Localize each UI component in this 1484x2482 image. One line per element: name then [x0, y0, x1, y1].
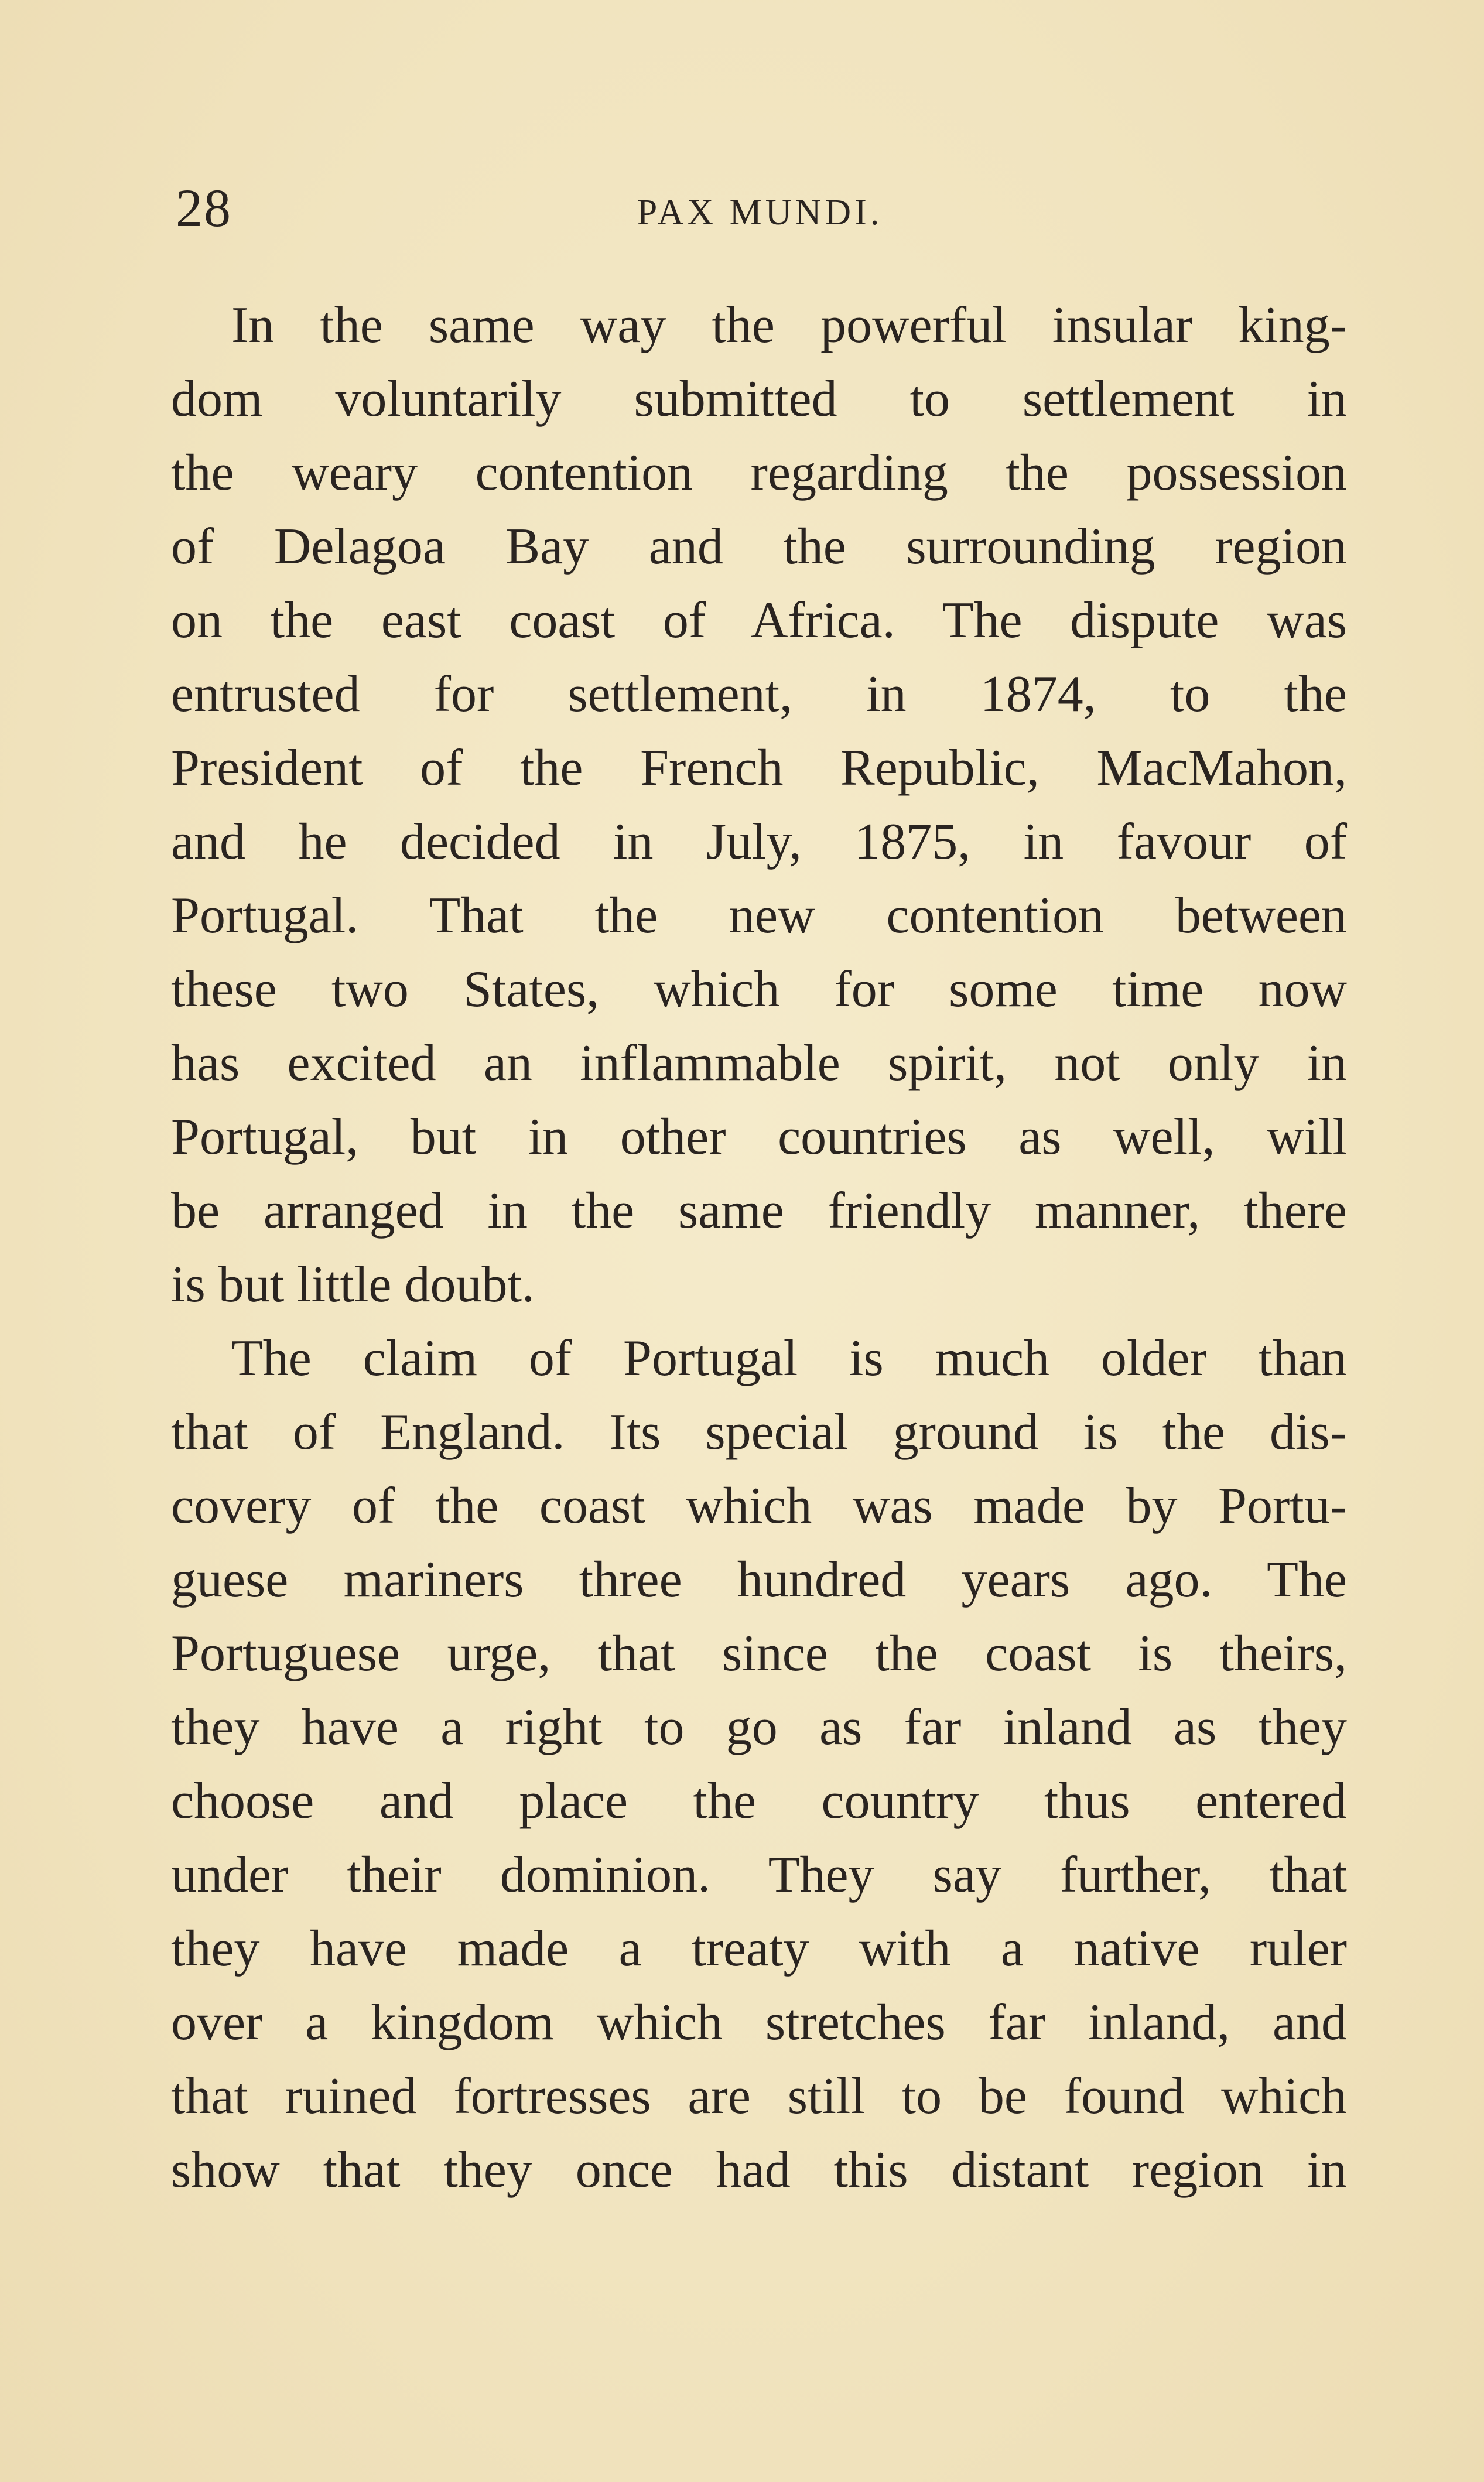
- text-line: they have a right to go as far inland as they: [171, 1699, 1347, 1756]
- text-line: dom voluntarily submitted to settlement in: [171, 371, 1347, 428]
- text-line: be arranged in the same friendly manner, there: [171, 1182, 1347, 1239]
- text-line: that of England. Its special ground is the dis-: [171, 1404, 1347, 1461]
- text-line: of Delagoa Bay and the surrounding region: [171, 518, 1347, 575]
- text-line: they have made a treaty with a native ruler: [171, 1920, 1347, 1977]
- page-number: 28: [176, 178, 232, 238]
- text-line: entrusted for settlement, in 1874, to the: [171, 666, 1347, 723]
- text-line: is but little doubt.: [171, 1256, 535, 1313]
- text-line: The claim of Portugal is much older than: [231, 1330, 1347, 1387]
- running-title: PAX MUNDI.: [637, 193, 883, 233]
- text-line: In the same way the powerful insular king-: [231, 297, 1347, 354]
- text-line: guese mariners three hundred years ago. The: [171, 1551, 1347, 1608]
- text-line: has excited an inflammable spirit, not only in: [171, 1035, 1347, 1092]
- text-line: President of the French Republic, MacMahon,: [171, 740, 1347, 796]
- text-line: these two States, which for some time now: [171, 961, 1347, 1018]
- body-text: [171, 289, 1347, 2207]
- text-line: the weary contention regarding the possession: [171, 445, 1347, 501]
- text-line: show that they once had this distant region in: [171, 2142, 1347, 2199]
- text-line: covery of the coast which was made by Portu-: [171, 1478, 1347, 1534]
- text-line: over a kingdom which stretches far inland, and: [171, 1994, 1347, 2051]
- text-line: Portugal. That the new contention between: [171, 887, 1347, 944]
- text-line: and he decided in July, 1875, in favour of: [171, 813, 1347, 870]
- running-head: [176, 176, 1344, 240]
- text-line: choose and place the country thus entered: [171, 1773, 1347, 1830]
- text-line: Portuguese urge, that since the coast is theirs,: [171, 1625, 1347, 1682]
- text-line: Portugal, but in other countries as well, will: [171, 1109, 1347, 1165]
- text-line: on the east coast of Africa. The dispute was: [171, 592, 1347, 649]
- text-line: that ruined fortresses are still to be found which: [171, 2068, 1347, 2125]
- text-line: under their dominion. They say further, that: [171, 1847, 1347, 1903]
